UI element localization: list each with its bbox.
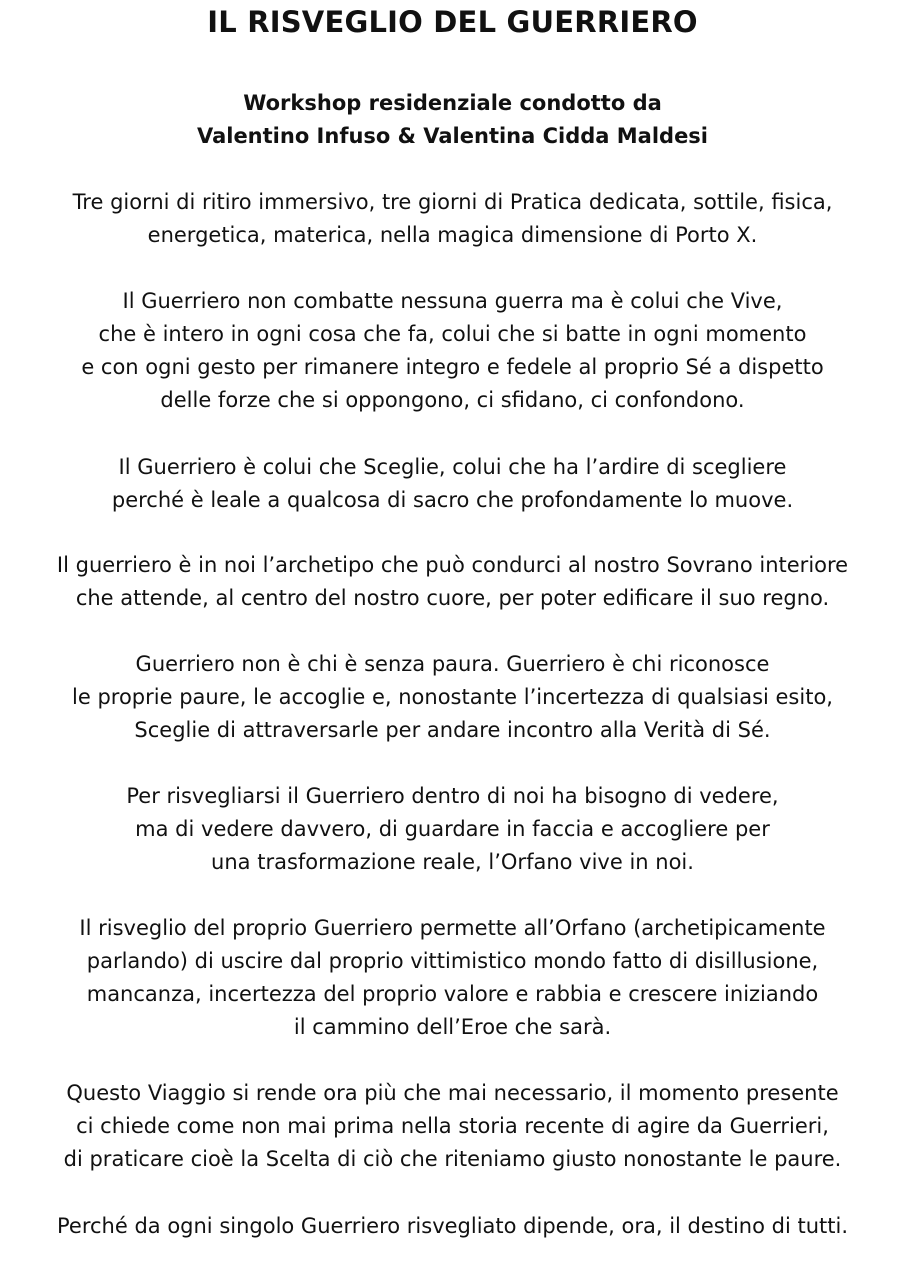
text-line: ma di vedere davvero, di guardare in faccia e accogliere per [135, 817, 770, 841]
paragraph-guerriero-vive [0, 285, 905, 417]
text-line: e con ogni gesto per rimanere integro e fedele al proprio Sé a dispetto [81, 355, 824, 379]
text-line: le proprie paure, le accoglie e, nonostante l’incertezza di qualsiasi esito, [72, 685, 833, 709]
paragraph-guerriero-sceglie [0, 451, 905, 517]
text-line: una trasformazione reale, l’Orfano vive in noi. [211, 850, 694, 874]
paragraph-viaggio [0, 1077, 905, 1176]
text-line: Il Guerriero è colui che Sceglie, colui che ha l’ardire di scegliere [118, 455, 787, 479]
text-line: Guerriero non è chi è senza paura. Guerriero è chi riconosce [135, 652, 770, 676]
document-title: IL RISVEGLIO DEL GUERRIERO [207, 5, 698, 39]
text-line: che attende, al centro del nostro cuore, per poter edificare il suo regno. [75, 586, 830, 610]
text-line: parlando) di uscire dal proprio vittimistico mondo fatto di disillusione, [86, 949, 819, 973]
text-line: di praticare cioè la Scelta di ciò che riteniamo giusto nonostante le paure. [63, 1147, 842, 1171]
text-line: delle forze che si oppongono, ci sfidano, ci confondono. [160, 388, 745, 412]
text-line: Sceglie di attraversarle per andare incontro alla Verità di Sé. [134, 718, 771, 742]
paragraph-intro [0, 186, 905, 252]
text-line: Tre giorni di ritiro immersivo, tre giorni di Pratica dedicata, sottile, fisica, [72, 190, 833, 214]
text-line: energetica, materica, nella magica dimensione di Porto X. [147, 223, 758, 247]
text-line: che è intero in ogni cosa che fa, colui che si batte in ogni momento [98, 322, 807, 346]
text-line: perché è leale a qualcosa di sacro che profondamente lo muove. [111, 488, 794, 512]
text-line: mancanza, incertezza del proprio valore e rabbia e crescere iniziando [86, 982, 819, 1006]
workshop-subtitle [0, 87, 905, 153]
text-line: Questo Viaggio si rende ora più che mai necessario, il momento presente [66, 1081, 839, 1105]
text-line: il cammino dell’Eroe che sarà. [293, 1015, 612, 1039]
text-line: Il guerriero è in noi l’archetipo che può condurci al nostro Sovrano interiore [56, 553, 849, 577]
paragraph-risveglio [0, 912, 905, 1044]
paragraph-orfano [0, 780, 905, 879]
text-line: Perché da ogni singolo Guerriero risvegliato dipende, ora, il destino di tutti. [56, 1214, 848, 1238]
paragraph-archetipo [0, 549, 905, 615]
subtitle-line: Workshop residenziale condotto da [243, 91, 662, 115]
text-line: Il Guerriero non combatte nessuna guerra ma è colui che Vive, [122, 289, 783, 313]
paragraph-conclusione [0, 1210, 905, 1243]
text-line: Per risvegliarsi il Guerriero dentro di noi ha bisogno di vedere, [126, 784, 779, 808]
text-line: Il risveglio del proprio Guerriero permette all’Orfano (archetipicamente [79, 916, 826, 940]
paragraph-paura [0, 648, 905, 747]
text-line: ci chiede come non mai prima nella storia recente di agire da Guerrieri, [76, 1114, 829, 1138]
subtitle-line: Valentino Infuso & Valentina Cidda Maldesi [196, 124, 709, 148]
